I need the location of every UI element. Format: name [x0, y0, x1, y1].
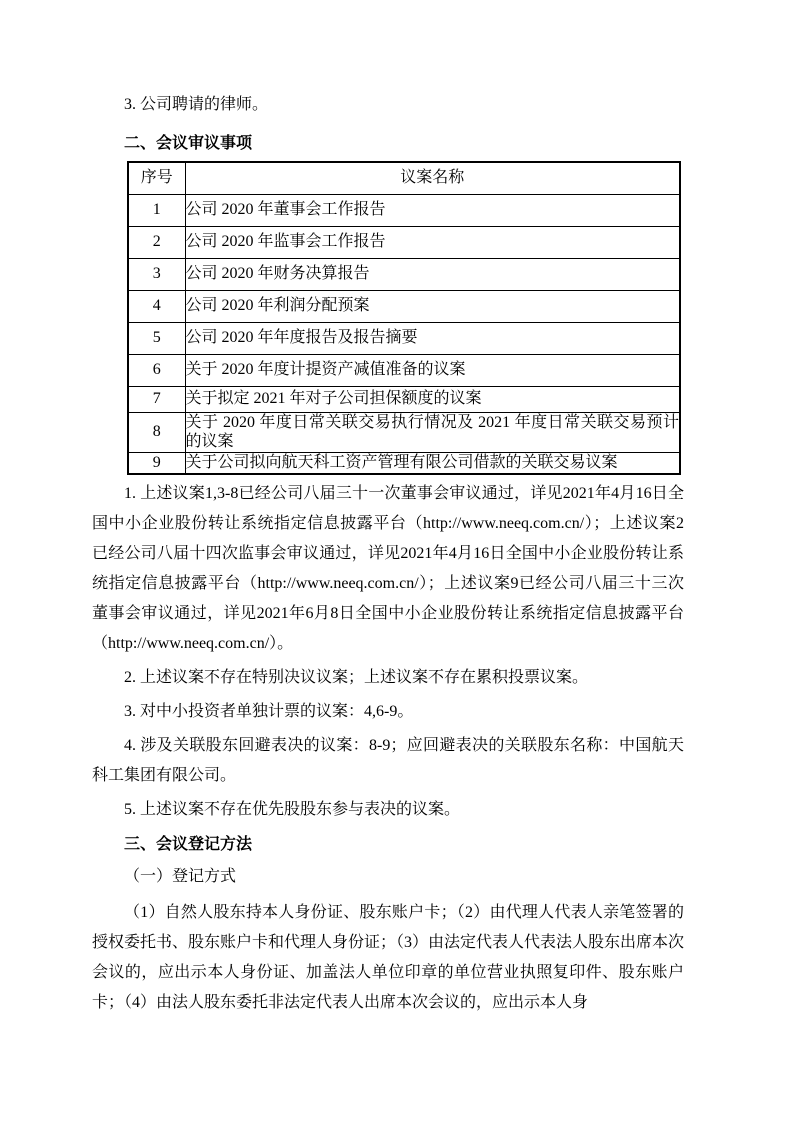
- row-proposal-name: 关于 2020 年度日常关联交易执行情况及 2021 年度日常关联交易预计的议案: [185, 414, 679, 450]
- registration-section-heading: 三、会议登记方法: [124, 834, 253, 853]
- table-row: [128, 194, 680, 226]
- row-no: 1: [128, 194, 185, 226]
- note-paragraph-3: 3. 对中小投资者单独计票的议案：4,6-9。: [124, 703, 414, 720]
- registration-method-body: （1）自然人股东持本人身份证、股东账户卡；（2）由代理人代表人亲笔签署的授权委托书、股东账户卡和代理人身份证；（3）由法定代表人代表法人股东出席本次会议的，应出示本人身份证、加盖法人单位印章的单位营业执照复印件、股东账户卡；（4）由法人股东委托非法定代表人出席本次会议的，应出示本人身: [92, 904, 685, 1011]
- row-proposal-name: 关于公司拟向航天科工资产管理有限公司借款的关联交易议案: [185, 452, 680, 474]
- lawyer-list-item: 3. 公司聘请的律师。: [124, 96, 269, 113]
- table-row: [128, 412, 680, 452]
- row-proposal-name: 公司 2020 年财务决算报告: [185, 258, 680, 290]
- row-no: 6: [128, 354, 185, 386]
- review-notes: [92, 479, 684, 825]
- table-header-row: [128, 162, 680, 194]
- row-proposal-name: 公司 2020 年董事会工作报告: [185, 194, 680, 226]
- table-row: [128, 226, 680, 258]
- row-no: 9: [128, 452, 185, 474]
- row-no: 5: [128, 322, 185, 354]
- note-paragraph-2: 2. 上述议案不存在特别决议议案；上述议案不存在累积投票议案。: [124, 669, 589, 686]
- review-section-heading: 二、会议审议事项: [124, 133, 253, 152]
- row-proposal-name: 公司 2020 年利润分配预案: [185, 290, 680, 322]
- row-no: 7: [128, 386, 185, 412]
- row-no: 2: [128, 226, 185, 258]
- table-row: [128, 290, 680, 322]
- note-paragraph-1: 1. 上述议案1,3-8已经公司八届三十一次董事会审议通过，详见2021年4月16日全国中小企业股份转让系统指定信息披露平台（http://www.neeq.com.cn/）；上述议案2已经公司八届十四次监事会审议通过，详见2021年4月16日全国中小企业股份转让系统指定信息披露平台（http://www.neeq.com.cn/）；上述议案9已经公司八届三十三次董事会审议通过，详见2021年6月8日全国中小企业股份转让系统指定信息披露平台（http://www.neeq.com.cn/）。: [92, 485, 684, 652]
- note-paragraph-4: 4. 涉及关联股东回避表决的议案：8-9；应回避表决的关联股东名称：中国航天科工集团有限公司。: [92, 737, 684, 784]
- registration-method-subheading: （一）登记方式: [124, 868, 237, 885]
- table-row: [128, 452, 680, 474]
- column-header-name: 议案名称: [185, 162, 680, 194]
- row-proposal-name: 公司 2020 年监事会工作报告: [185, 226, 680, 258]
- row-proposal-name: 关于 2020 年度计提资产减值准备的议案: [185, 354, 680, 386]
- table-row: [128, 258, 680, 290]
- proposals-table: [127, 161, 681, 475]
- row-no: 8: [128, 412, 185, 452]
- table-row: [128, 386, 680, 412]
- row-no: 4: [128, 290, 185, 322]
- note-paragraph-5: 5. 上述议案不存在优先股股东参与表决的议案。: [124, 801, 461, 818]
- table-row: [128, 322, 680, 354]
- row-proposal-name: 关于拟定 2021 年对子公司担保额度的议案: [185, 386, 680, 412]
- table-row: [128, 354, 680, 386]
- column-header-no: 序号: [128, 162, 185, 194]
- row-proposal-name: 公司 2020 年年度报告及报告摘要: [185, 322, 680, 354]
- row-no: 3: [128, 258, 185, 290]
